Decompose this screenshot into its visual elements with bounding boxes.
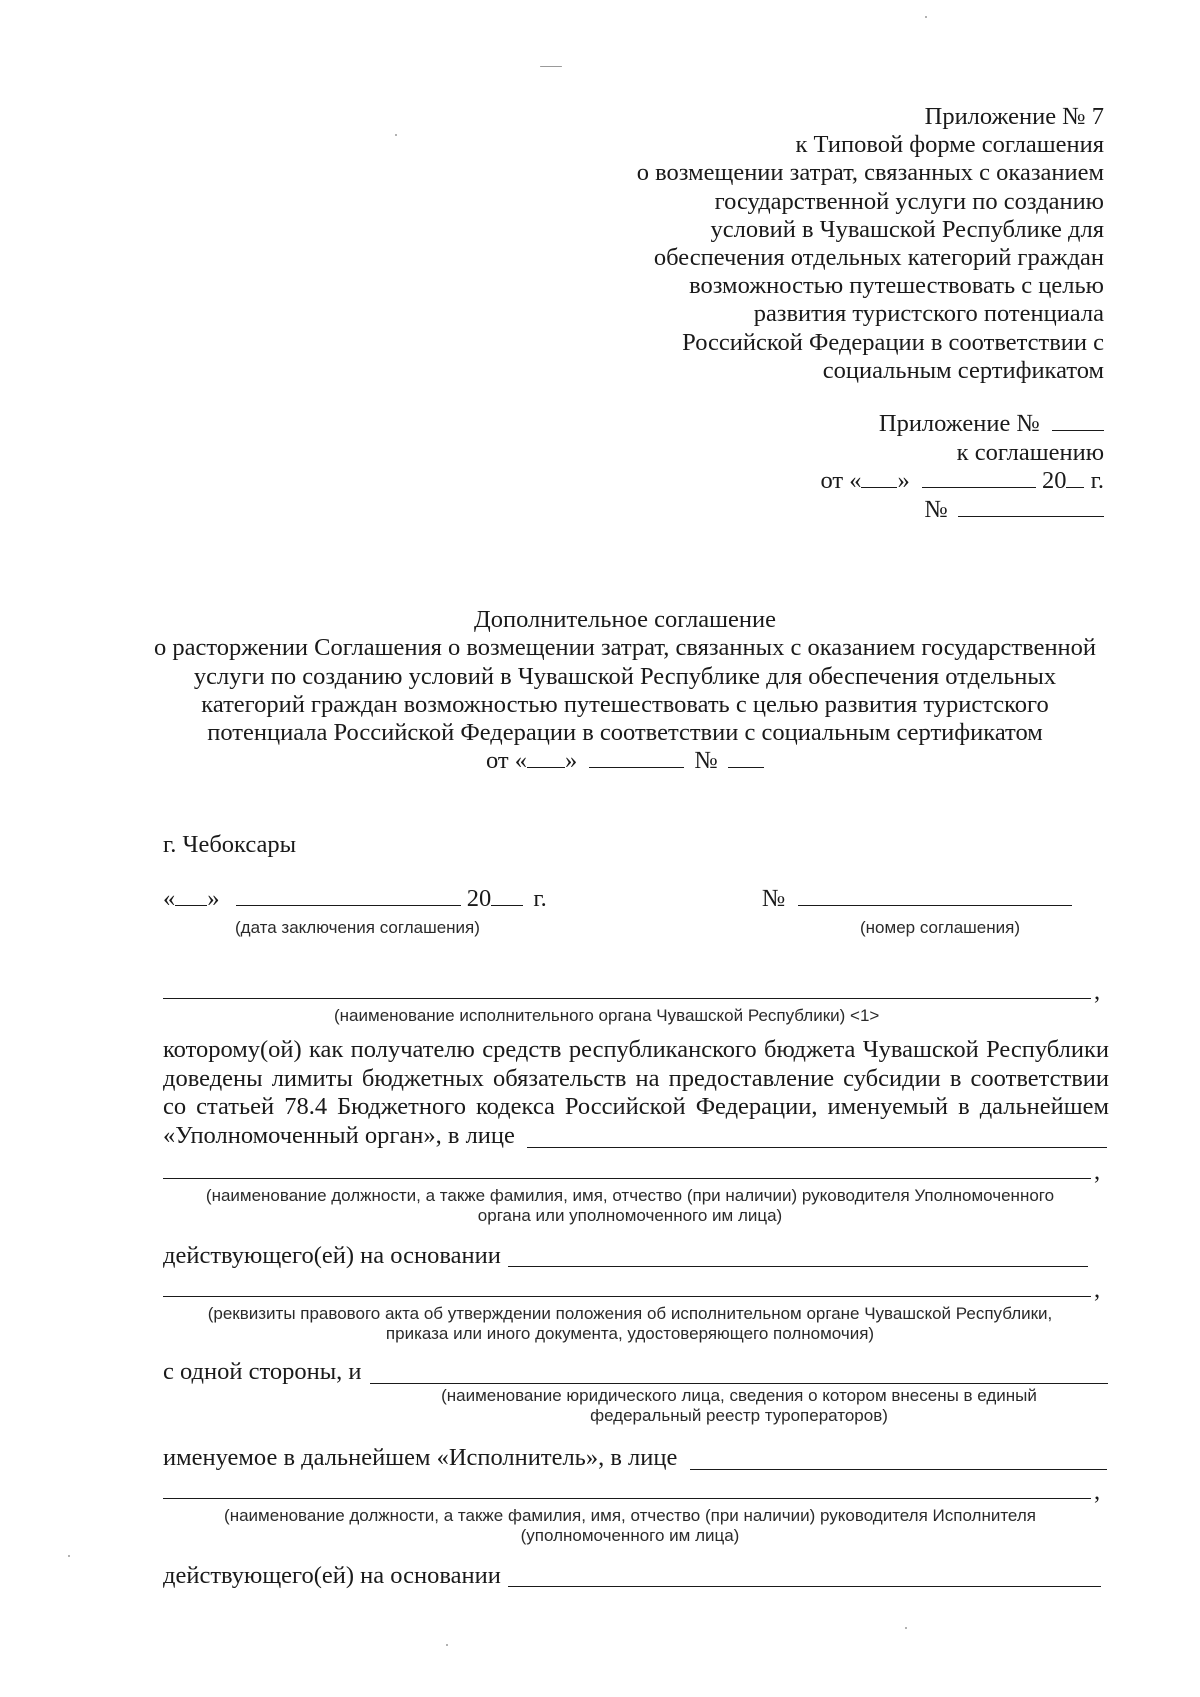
quote-open: «	[163, 885, 176, 912]
year-prefix: 20	[466, 885, 492, 912]
head-caption	[150, 1186, 1110, 1226]
legal-act-blank[interactable]	[163, 1296, 1091, 1297]
scan-speck	[905, 1627, 907, 1629]
scan-speck	[395, 134, 397, 136]
annex-header-line: к Типовой форме соглашения	[795, 131, 1104, 159]
authorized-body-label: «Уполномоченный орган», в лице	[163, 1122, 515, 1149]
title-line: о расторжении Соглашения о возмещении затрат, связанных с оказанием государственной	[153, 634, 1097, 662]
caption-line: приказа или иного документа, удостоверяющего полномочия)	[385, 1324, 875, 1343]
acting-basis-label: действующего(ей) на основании	[163, 1242, 501, 1269]
preamble-paragraph	[163, 1036, 1109, 1122]
annex-no-line	[820, 496, 1104, 525]
one-side-label: с одной стороны, и	[163, 1358, 362, 1385]
comma: ,	[1094, 978, 1101, 1005]
legal-act-caption	[150, 1304, 1110, 1344]
no-sign: №	[694, 747, 718, 775]
from-label: от «	[485, 747, 527, 775]
agreement-number-line	[762, 885, 1072, 913]
year-blank[interactable]	[1066, 468, 1084, 488]
comma: ,	[1094, 1158, 1101, 1185]
annex-header-line: Приложение № 7	[924, 103, 1104, 130]
comma: ,	[1094, 1478, 1101, 1505]
to-agreement-label: к соглашению	[956, 438, 1104, 466]
title-line: услуги по созданию условий в Чувашской Республике для обеспечения отдельных	[193, 662, 1057, 690]
caption-line: (наименование должности, а также фамилия, имя, отчество (при наличии) руководителя Исполнителя	[224, 1506, 1036, 1525]
no-sign: №	[924, 495, 948, 523]
quote-close: »	[565, 747, 578, 775]
quote-close: »	[897, 467, 910, 494]
annex-header-line: государственной услуги по созданию	[714, 187, 1104, 215]
executor-head-blank[interactable]	[163, 1498, 1091, 1499]
authority-caption: (наименование исполнительного органа Чувашской Республики) <1>	[334, 1006, 880, 1025]
agreement-number-blank[interactable]	[798, 886, 1072, 906]
day-blank[interactable]	[861, 468, 897, 488]
month-blank[interactable]	[236, 886, 461, 906]
scan-speck	[540, 66, 562, 67]
title-date-line	[150, 747, 1100, 775]
entity-name-blank[interactable]	[370, 1383, 1108, 1384]
acting-basis-blank[interactable]	[508, 1266, 1088, 1267]
executor-person-blank[interactable]	[690, 1469, 1107, 1470]
date-caption: (дата заключения соглашения)	[235, 918, 480, 937]
number-caption: (номер соглашения)	[860, 918, 1021, 937]
annex-header-line: обеспечения отдельных категорий граждан	[653, 244, 1104, 272]
annex-date-line	[820, 467, 1104, 496]
annex-number-label: Приложение №	[878, 410, 1040, 437]
from-label: от «	[820, 467, 862, 494]
executor-head-caption	[150, 1506, 1110, 1546]
year-suffix: г.	[1090, 467, 1104, 494]
city-label: г. Чебоксары	[163, 831, 297, 858]
annex-header-line: социальным сертификатом	[822, 356, 1104, 384]
year-prefix: 20	[1041, 467, 1067, 494]
scan-speck	[925, 16, 927, 18]
year-blank[interactable]	[491, 886, 523, 906]
paragraph-line: которому(ой) как получателю средств республиканского бюджета Чувашской Республики	[163, 1036, 1109, 1063]
caption-line: (уполномоченного им лица)	[520, 1526, 740, 1545]
caption-line: (реквизиты правового акта об утверждении положения об исполнительном органе Чувашской Республики,	[207, 1304, 1053, 1323]
comma: ,	[1094, 1276, 1101, 1303]
annex-number-line	[820, 410, 1104, 439]
entity-caption	[370, 1386, 1108, 1426]
scan-speck	[68, 1555, 70, 1557]
title-line: Дополнительное соглашение	[474, 606, 776, 633]
month-blank[interactable]	[922, 468, 1036, 488]
caption-line: органа или уполномоченного им лица)	[477, 1206, 783, 1225]
scan-speck	[446, 1644, 448, 1646]
annex-header-line: о возмещении затрат, связанных с оказанием	[636, 159, 1104, 187]
caption-line: (наименование должности, а также фамилия, имя, отчество (при наличии) руководителя Уполномоченного	[205, 1186, 1055, 1205]
date-blank[interactable]	[589, 748, 684, 768]
annex-header-line: возможностью путешествовать с целью	[689, 272, 1104, 300]
head-name-blank[interactable]	[163, 1178, 1091, 1179]
day-blank[interactable]	[527, 748, 565, 768]
year-suffix: г.	[533, 885, 547, 912]
annex-number-blank[interactable]	[1052, 411, 1104, 431]
title-line: потенциала Российской Федерации в соответствии с социальным сертификатом	[207, 719, 1043, 747]
no-sign: №	[762, 885, 786, 912]
agreement-title	[150, 606, 1100, 776]
number-blank[interactable]	[728, 748, 764, 768]
caption-line: федеральный реестр туроператоров)	[590, 1406, 888, 1425]
annex-header	[637, 103, 1104, 385]
acting-basis-label-2: действующего(ей) на основании	[163, 1562, 501, 1589]
authorized-person-blank[interactable]	[527, 1147, 1107, 1148]
agreement-date-line	[163, 885, 547, 913]
paragraph-line: со статьей 78.4 Бюджетного кодекса Российской Федерации, именуемый в дальнейшем	[163, 1093, 1109, 1121]
title-line: категорий граждан возможностью путешествовать с целью развития туристского	[201, 690, 1049, 718]
annex-reference	[820, 410, 1104, 524]
day-blank[interactable]	[175, 886, 207, 906]
annex-header-line: развития туристского потенциала	[753, 300, 1104, 328]
acting-basis-blank-2[interactable]	[508, 1586, 1101, 1587]
executor-label: именуемое в дальнейшем «Исполнитель», в лице	[163, 1444, 678, 1471]
authority-name-blank[interactable]	[163, 998, 1091, 999]
quote-close: »	[207, 885, 220, 912]
annex-no-blank[interactable]	[958, 497, 1104, 517]
annex-header-line: Российской Федерации в соответствии с	[682, 328, 1104, 356]
annex-header-line: условий в Чувашской Республике для	[710, 215, 1104, 243]
caption-line: (наименование юридического лица, сведения о котором внесены в единый	[441, 1386, 1037, 1405]
paragraph-line: доведены лимиты бюджетных обязательств на предоставление субсидии в соответствии	[163, 1064, 1109, 1092]
